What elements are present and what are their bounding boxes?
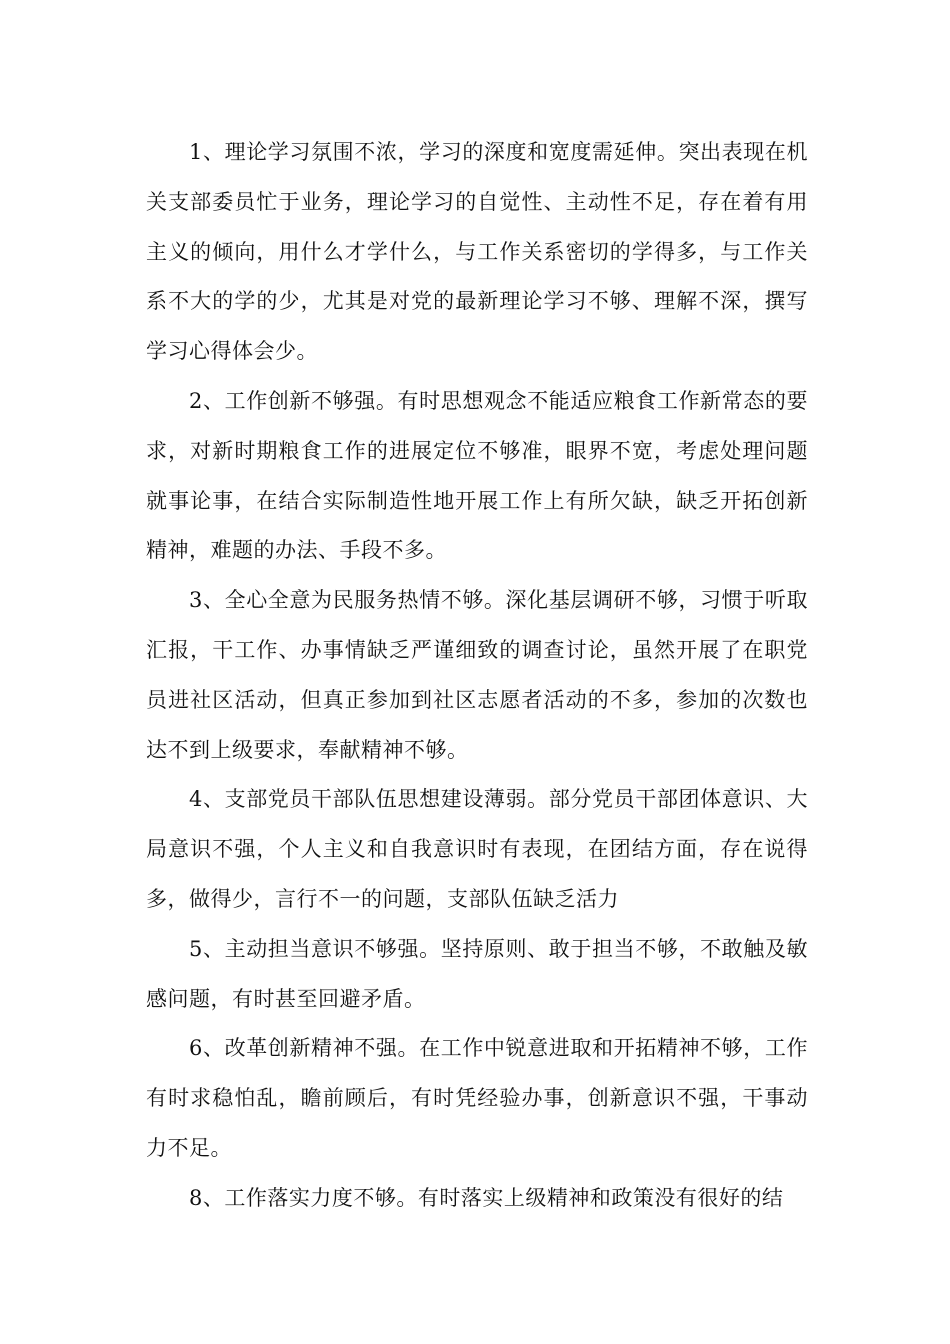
paragraph-5: 5、主动担当意识不够强。坚持原则、敢于担当不够，不敢触及敏感问题，有时甚至回避矛盾。 (146, 936, 808, 1011)
paragraph-2: 2、工作创新不够强。有时思想观念不能适应粮食工作新常态的要求，对新时期粮食工作的进展定位不够准，眼界不宽，考虑处理问题就事论事，在结合实际制造性地开展工作上有所欠缺，缺乏开拓创新精神，难题的办法、手段不多。 (146, 388, 808, 563)
paragraph-4: 4、支部党员干部队伍思想建设薄弱。部分党员干部团体意识、大局意识不强，个人主义和自我意识时有表现，在团结方面，存在说得多，做得少，言行不一的问题，支部队伍缺乏活力 (146, 787, 808, 911)
paragraph-6: 6、改革创新精神不强。在工作中锐意进取和开拓精神不够，工作有时求稳怕乱，瞻前顾后，有时凭经验办事，创新意识不强，干事动力不足。 (146, 1036, 808, 1160)
document-body (146, 128, 808, 1224)
paragraph-3: 3、全心全意为民服务热情不够。深化基层调研不够，习惯于听取汇报，干工作、办事情缺乏严谨细致的调查讨论，虽然开展了在职党员进社区活动，但真正参加到社区志愿者活动的不多，参加的次数也达不到上级要求，奉献精神不够。 (146, 588, 808, 762)
paragraph-8: 8、工作落实力度不够。有时落实上级精神和政策没有很好的结 (189, 1185, 784, 1210)
paragraph-1: 1、理论学习氛围不浓，学习的深度和宽度需延伸。突出表现在机关支部委员忙于业务，理论学习的自觉性、主动性不足，存在着有用主义的倾向，用什么才学什么，与工作关系密切的学得多，与工作关系不大的学的少，尤其是对党的最新理论学习不够、理解不深，撰写学习心得体会少。 (146, 140, 808, 364)
